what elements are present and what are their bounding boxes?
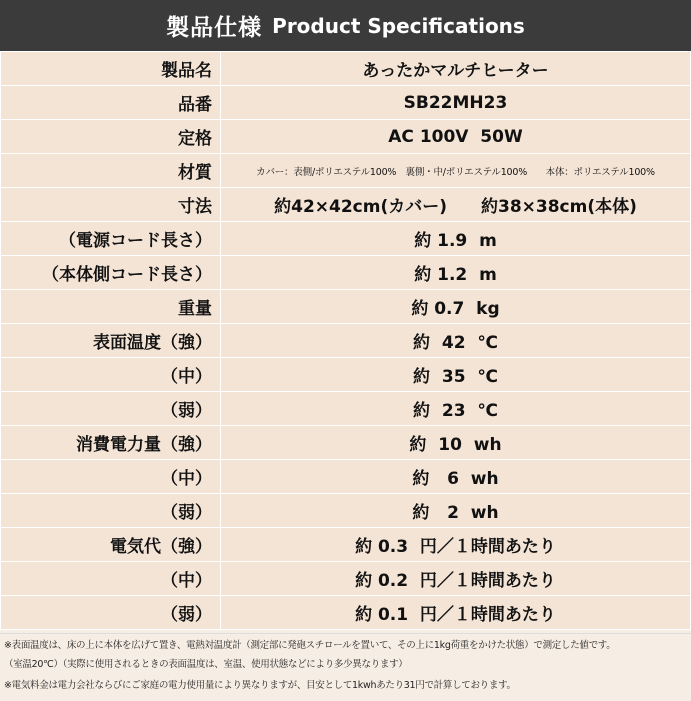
row-label: （弱） <box>1 596 221 630</box>
table-row <box>1 52 691 86</box>
row-label: （中） <box>1 460 221 494</box>
table-row <box>1 324 691 358</box>
row-value: 約 10 wh <box>221 426 691 460</box>
title-jp: 製品仕様 <box>166 15 263 41</box>
row-value: あったかマルチヒーター <box>221 52 691 86</box>
row-label: 製品名 <box>1 52 221 86</box>
table-row <box>1 86 691 120</box>
row-value: 約 0.7 kg <box>221 290 691 324</box>
row-label: （中） <box>1 562 221 596</box>
table-row <box>1 494 691 528</box>
row-label: 重量 <box>1 290 221 324</box>
footnotes <box>0 633 691 701</box>
row-value: 約 2 wh <box>221 494 691 528</box>
row-value: 約 0.1 円／１時間あたり <box>221 596 691 630</box>
row-label: （弱） <box>1 494 221 528</box>
row-value: 約 1.2 m <box>221 256 691 290</box>
table-row <box>1 358 691 392</box>
row-value: SB22MH23 <box>221 86 691 120</box>
footnote: ※表面温度は、床の上に本体を広げて置き、電熱対温度計（測定部に発砲スチロールを置いて、その上に1kg荷重をかけた状態）で測定した値です。 <box>4 640 616 651</box>
row-value: カバー：表側/ポリエステル100% 裏側・中/ポリエステル100% 本体：ポリエステル100% <box>221 154 691 188</box>
table-row <box>1 154 691 188</box>
row-value: 約 0.3 円／１時間あたり <box>221 528 691 562</box>
footnote: （室温20℃）（実際に使用されるときの表面温度は、室温、使用状態などにより多少異なります） <box>4 659 408 670</box>
table-row <box>1 120 691 154</box>
row-label: 材質 <box>1 154 221 188</box>
row-label: 電気代（強） <box>1 528 221 562</box>
row-value: 約 42 ℃ <box>221 324 691 358</box>
row-label: （電源コード長さ） <box>1 222 221 256</box>
spec-table <box>0 51 691 630</box>
row-label: 消費電力量（強） <box>1 426 221 460</box>
table-row <box>1 392 691 426</box>
row-value: 約 23 ℃ <box>221 392 691 426</box>
row-value: 約 6 wh <box>221 460 691 494</box>
row-label: （本体側コード長さ） <box>1 256 221 290</box>
footnote: ※電気料金は電力会社ならびにご家庭の電力使用量により異なりますが、目安として1kwhあたり31円で計算しております。 <box>4 680 516 691</box>
table-row <box>1 290 691 324</box>
row-label: （中） <box>1 358 221 392</box>
table-row <box>1 460 691 494</box>
row-value: 約 1.9 m <box>221 222 691 256</box>
table-row <box>1 426 691 460</box>
row-label: 品番 <box>1 86 221 120</box>
row-label: （弱） <box>1 392 221 426</box>
table-row <box>1 596 691 630</box>
row-label: 寸法 <box>1 188 221 222</box>
table-row <box>1 256 691 290</box>
title-en: Product Specifications <box>272 13 525 38</box>
row-value: 約 35 ℃ <box>221 358 691 392</box>
table-row <box>1 528 691 562</box>
row-label: 表面温度（強） <box>1 324 221 358</box>
row-value: 約 0.2 円／１時間あたり <box>221 562 691 596</box>
table-row <box>1 222 691 256</box>
row-value: 約42×42cm(カバー) 約38×38cm(本体) <box>221 188 691 222</box>
row-label: 定格 <box>1 120 221 154</box>
table-row <box>1 562 691 596</box>
page-title <box>0 0 691 51</box>
table-row <box>1 188 691 222</box>
row-value: AC 100V 50W <box>221 120 691 154</box>
